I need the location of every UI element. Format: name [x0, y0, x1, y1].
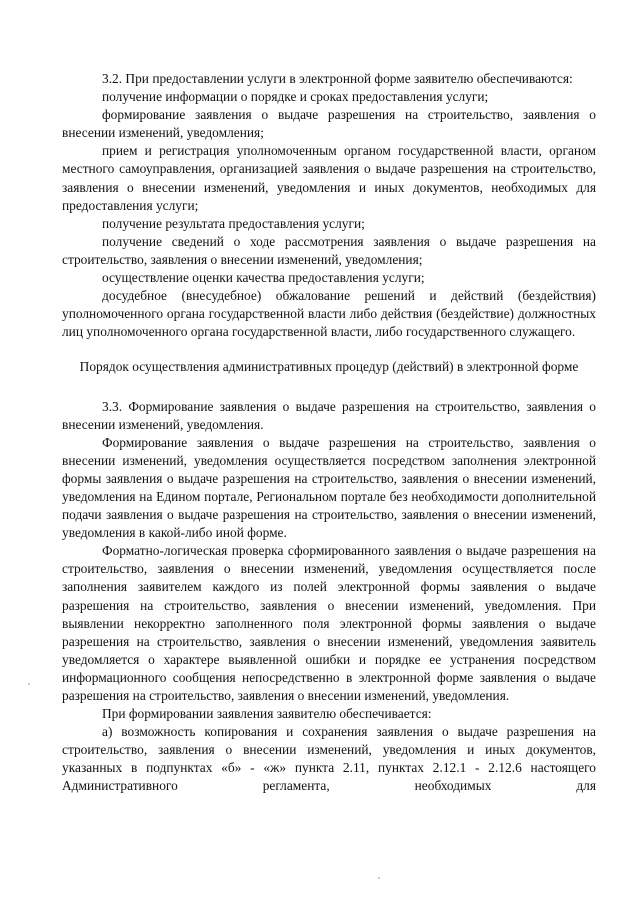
section-3-2-item-3: прием и регистрация уполномоченным органом государственной власти, органом местного самоуправления, организацией заявления о выдаче разрешения на строительство, заявления о внесении изменений, уведомления и иных документов, необходимых для предоставления услуги;: [62, 143, 596, 213]
section-3-3-paragraph-1: Формирование заявления о выдаче разрешения на строительство, заявления о внесении изменений, уведомления осуществляется посредством заполнения электронной формы заявления о выдаче разрешения на строительство, заявления о внесении изменений, уведомления на Едином портале, Региональном портале без необходимости дополнительной подачи заявления о выдаче разрешения на строительство, заявления о внесении изменений, уведомления в какой-либо иной форме.: [62, 434, 596, 541]
section-3-2-item-6: осуществление оценки качества предоставления услуги;: [102, 270, 425, 286]
section-3-3-paragraph-4: а) возможность копирования и сохранения заявления о выдаче разрешения на строительство, заявления о внесении изменений, уведомления и иных документов, указанных в подпунктах «б» - «ж» пункта 2.11, пунктах 2.12.1 - 2.12.6 настоящего Административного регламента, необходимых для: [62, 724, 596, 794]
section-heading: Порядок осуществления административных процедур (действий) в электронной форме: [79, 359, 579, 375]
section-3-2-item-7: досудебное (внесудебное) обжалование решений и действий (бездействия) уполномоченного органа государственной власти либо действия (бездействие) должностных лиц уполномоченного органа государственной власти, либо государственного служащего.: [62, 288, 596, 340]
section-3-2-intro: 3.2. При предоставлении услуги в электронной форме заявителю обеспечиваются:: [102, 71, 573, 86]
section-3-3-intro: 3.3. Формирование заявления о выдаче разрешения на строительство, заявления о внесении изменений, уведомления.: [62, 398, 596, 432]
scan-speck: [28, 683, 30, 685]
section-3-3-paragraph-3: При формировании заявления заявителю обеспечивается:: [102, 706, 432, 722]
document-body: [62, 70, 596, 796]
section-3-3-paragraph-2: Форматно-логическая проверка сформированного заявления о выдаче разрешения на строительство, заявления о внесении изменений, уведомления осуществляется после заполнения заявителем каждого из полей электронной формы заявления о выдаче разрешения на строительство, заявления о внесении изменений, уведомления. При выявлении некорректно заполненного поля электронной формы заявления о выдаче разрешения на строительство, заявления о внесении изменений, уведомления заявитель уведомляется о характере выявленной ошибки и порядке ее устранения посредством информационного сообщения непосредственно в электронной форме заявления о выдаче разрешения на строительство, заявления о внесении изменений, уведомления.: [62, 543, 596, 703]
section-3-2-item-5: получение сведений о ходе рассмотрения заявления о выдаче разрешения на строительство, заявления о внесении изменений, уведомления;: [62, 233, 596, 267]
section-3-2-item-2: формирование заявления о выдаче разрешения на строительство, заявления о внесении изменений, уведомления;: [62, 107, 596, 141]
scan-speck: [378, 877, 380, 879]
section-3-2-item-4: получение результата предоставления услуги;: [102, 215, 365, 231]
section-3-2-item-1: получение информации о порядке и сроках предоставления услуги;: [102, 89, 489, 105]
